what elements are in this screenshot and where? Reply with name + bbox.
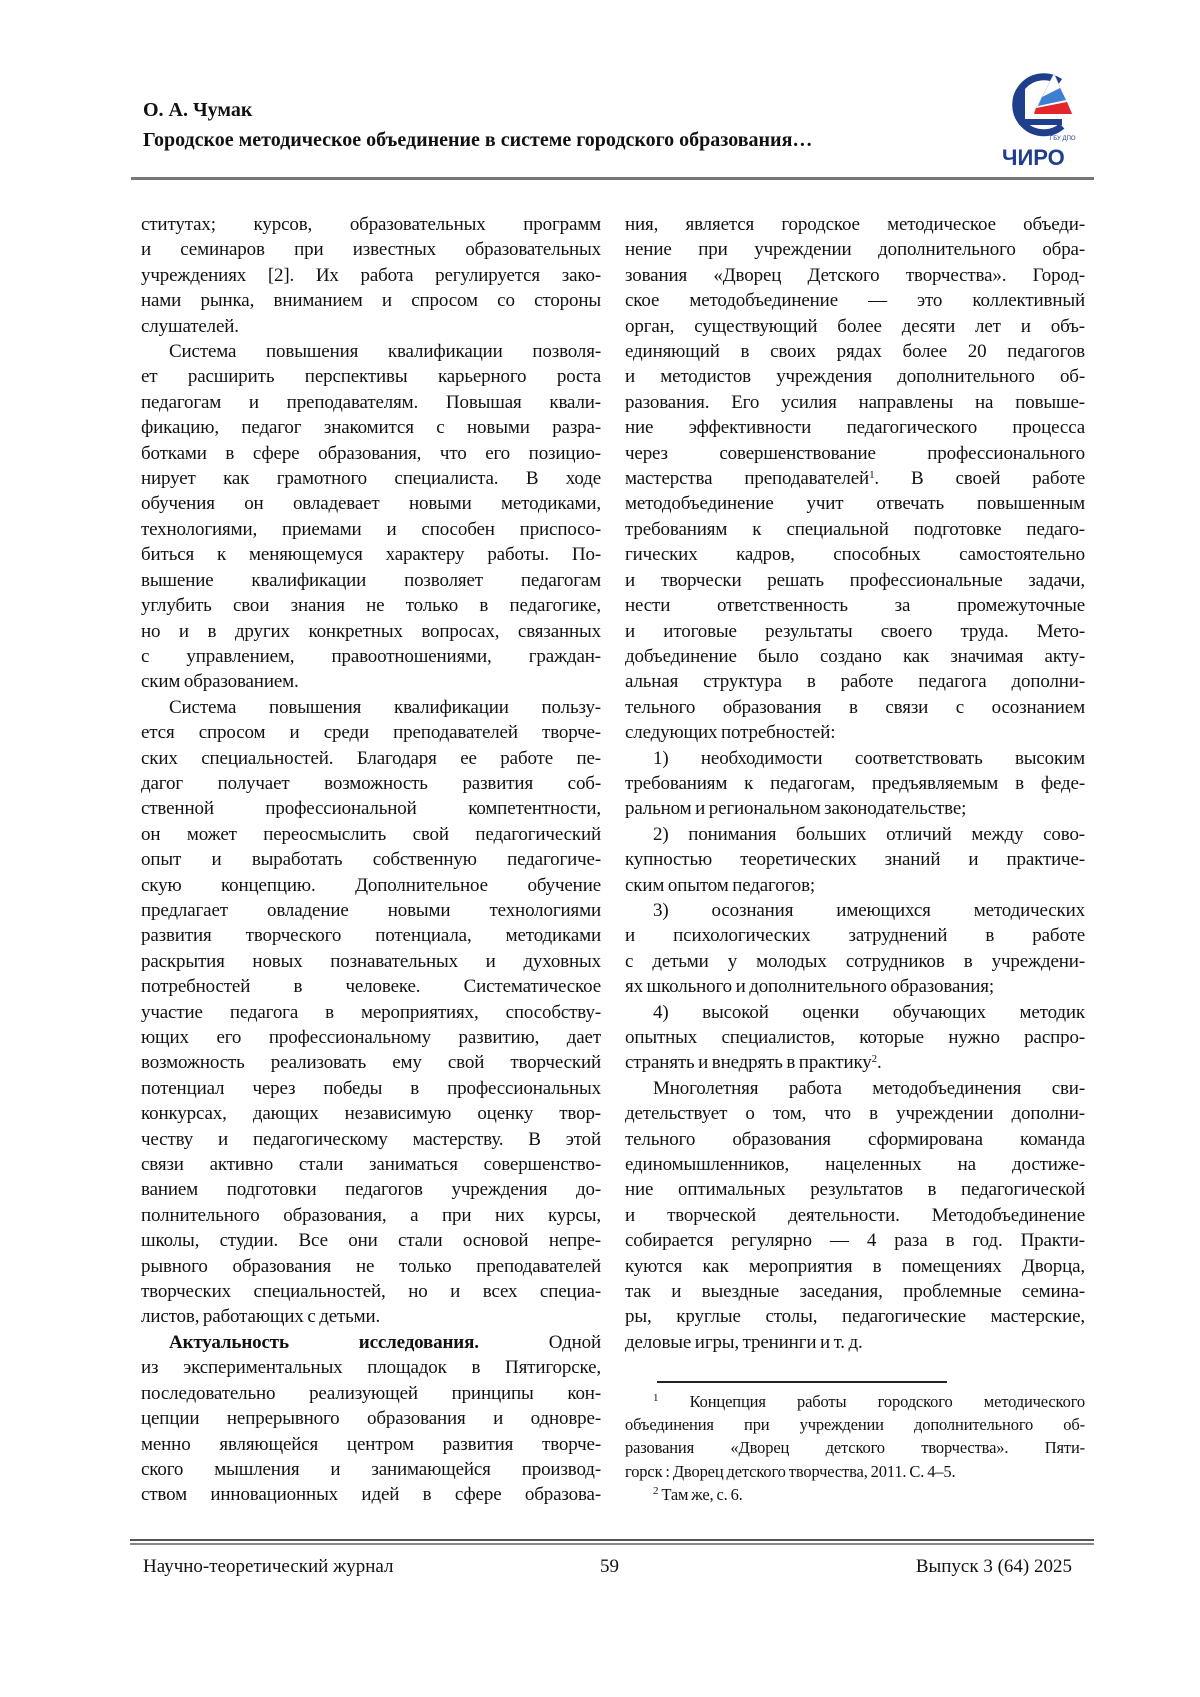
text-line: школы, студии. Все они стали основой непре- <box>141 1228 601 1253</box>
text-line: менно являющейся центром развития творче- <box>141 1432 601 1457</box>
text-line: купностью теоретических знаний и практиче- <box>625 847 1085 872</box>
logo-subtext: ГБУ ДПО <box>1050 136 1076 142</box>
footnote-reference: 1 <box>869 469 874 481</box>
text-line: тельного образования в связи с осознанием <box>625 695 1085 720</box>
text-line: Система повышения квалификации позволя- <box>141 339 601 364</box>
chiro-logo <box>1000 60 1120 180</box>
footnote-line: объединения при учреждении дополнительного об- <box>625 1413 1085 1436</box>
footnote-reference: 2 <box>653 1485 658 1497</box>
running-title: Городское методическое объединение в системе городского образования… <box>143 128 812 152</box>
text-line: и методистов учреждения дополнительного об- <box>625 364 1085 389</box>
text-line: фикацию, педагог знакомится с новыми разра- <box>141 415 601 440</box>
text-line: единомышленников, нацеленных на достиже- <box>625 1152 1085 1177</box>
text-line: зования «Дворец Детского творчества». Город- <box>625 263 1085 288</box>
text-line: опытных специалистов, которые нужно распро- <box>625 1025 1085 1050</box>
header-rule <box>131 177 1094 180</box>
text-segment: Одной <box>479 1332 601 1353</box>
text-line: углубить свои знания не только в педагогике, <box>141 593 601 618</box>
text-line: собирается регулярно — 4 раза в год. Практи- <box>625 1228 1085 1253</box>
text-line: потенциал через победы в профессиональных <box>141 1076 601 1101</box>
text-line: потребностей в человеке. Систематическое <box>141 974 601 999</box>
text-line: 4) высокой оценки обучающих методик <box>625 1000 1085 1025</box>
text-line: гических кадров, способных самостоятельно <box>625 542 1085 567</box>
logo-text: ЧИРО <box>1002 145 1065 170</box>
text-line: полнительного образования, а при них курсы, <box>141 1203 601 1228</box>
text-line: орган, существующий более десяти лет и объ- <box>625 314 1085 339</box>
text-line: ским опытом педагогов; <box>625 873 1085 898</box>
text-line: творческих специальностей, но и всех специа- <box>141 1279 601 1304</box>
text-line <box>141 1330 601 1355</box>
text-line: добъединение было создано как значимая акту- <box>625 644 1085 669</box>
text-line: ством инновационных идей в сфере образова- <box>141 1482 601 1507</box>
text-line: ского мышления и занимающейся производ- <box>141 1457 601 1482</box>
text-line: ях школьного и дополнительного образования; <box>625 974 1085 999</box>
text-line: он может переосмыслить свой педагогический <box>141 822 601 847</box>
text-line: последовательно реализующей принципы кон- <box>141 1381 601 1406</box>
text-line: опыт и выработать собственную педагогиче- <box>141 847 601 872</box>
text-line: альная структура в работе педагога дополни- <box>625 669 1085 694</box>
text-line <box>625 466 1085 491</box>
text-line: конкурсах, дающих независимую оценку твор- <box>141 1101 601 1126</box>
text-line: и творчески решать профессиональные задачи, <box>625 568 1085 593</box>
footnote-reference: 2 <box>872 1053 877 1065</box>
text-line: ское методобъединение — это коллективный <box>625 288 1085 313</box>
text-line: 1) необходимости соответствовать высоким <box>625 746 1085 771</box>
text-line: и психологических затруднений в работе <box>625 923 1085 948</box>
footnote-line: разования «Дворец детского творчества». Пяти- <box>625 1436 1085 1459</box>
text-line: ванием подготовки педагогов учреждения до- <box>141 1177 601 1202</box>
page-number: 59 <box>600 1555 619 1579</box>
text-line: детельствует о том, что в учреждении дополни- <box>625 1101 1085 1126</box>
text-line: через совершенствование профессионального <box>625 441 1085 466</box>
text-line: с управлением, правоотношениями, граждан- <box>141 644 601 669</box>
text-line: ние эффективности педагогического процесса <box>625 415 1085 440</box>
text-line: ских специальностей. Благодаря ее работе пе- <box>141 746 601 771</box>
text-line: ется спросом и среди преподавателей творче- <box>141 720 601 745</box>
footer-rule <box>130 1539 1094 1541</box>
footnote-line: горск : Дворец детского творчества, 2011. С. 4–5. <box>625 1460 1085 1483</box>
left-column <box>141 212 601 1508</box>
text-line: с детьми у молодых сотрудников в учреждени- <box>625 949 1085 974</box>
text-line: Многолетняя работа методобъединения сви- <box>625 1076 1085 1101</box>
text-line: разования. Его усилия направлены на повыше- <box>625 390 1085 415</box>
footnote-line <box>625 1483 1085 1506</box>
text-segment: странять и внедрять в практику <box>625 1052 872 1073</box>
text-line: деловые игры, тренинги и т. д. <box>625 1330 1085 1355</box>
footnote-line <box>625 1390 1085 1413</box>
footnote-separator <box>657 1381 947 1383</box>
text-line: следующих потребностей: <box>625 720 1085 745</box>
text-line <box>625 1050 1085 1075</box>
text-line: из экспериментальных площадок в Пятигорске, <box>141 1355 601 1380</box>
text-line: технологиями, приемами и способен приспосо- <box>141 517 601 542</box>
right-column <box>625 212 1085 1355</box>
text-line: и семинаров при известных образовательных <box>141 237 601 262</box>
text-line: цепции непрерывного образования и одновре- <box>141 1406 601 1431</box>
text-line: требованиям к специальной подготовке педаго- <box>625 517 1085 542</box>
text-line: нести ответственность за промежуточные <box>625 593 1085 618</box>
text-line: но и в других конкретных вопросах, связанных <box>141 619 601 644</box>
text-line: раскрытия новых познавательных и духовных <box>141 949 601 974</box>
text-line: слушателей. <box>141 314 601 339</box>
text-line: вышение квалификации позволяет педагогам <box>141 568 601 593</box>
footnotes <box>625 1390 1085 1506</box>
text-line: ры, круглые столы, педагогические мастерские, <box>625 1304 1085 1329</box>
text-line: ет расширить перспективы карьерного роста <box>141 364 601 389</box>
text-line: возможность реализовать ему свой творческий <box>141 1050 601 1075</box>
footer-rule-secondary <box>130 1543 1094 1545</box>
text-line: тельного образования сформирована команда <box>625 1127 1085 1152</box>
text-line: 2) понимания больших отличий между сово- <box>625 822 1085 847</box>
text-line: педагогам и преподавателям. Повышая квали- <box>141 390 601 415</box>
text-line: ским образованием. <box>141 669 601 694</box>
text-line: листов, работающих с детьми. <box>141 1304 601 1329</box>
text-line: нирует как грамотного специалиста. В ходе <box>141 466 601 491</box>
text-line: ститутах; курсов, образовательных программ <box>141 212 601 237</box>
text-segment: Концепция работы городского методического <box>658 1392 1085 1411</box>
text-line: ющих его профессиональному развитию, дает <box>141 1025 601 1050</box>
bold-heading: Актуальность исследования. <box>169 1332 479 1353</box>
text-line: Система повышения квалификации пользу- <box>141 695 601 720</box>
text-line: и творческой деятельности. Методобъединение <box>625 1203 1085 1228</box>
text-line: так и выездные заседания, проблемные семина- <box>625 1279 1085 1304</box>
text-line: участие педагога в мероприятиях, способству- <box>141 1000 601 1025</box>
article-author: О. А. Чумак <box>143 98 252 122</box>
text-line: учреждениях [2]. Их работа регулируется зако- <box>141 263 601 288</box>
text-line: куются как мероприятия в помещениях Дворца, <box>625 1254 1085 1279</box>
text-segment: . В своей работе <box>874 468 1085 489</box>
text-line: предлагает овладение новыми технологиями <box>141 898 601 923</box>
text-line: единяющий в своих рядах более 20 педагогов <box>625 339 1085 364</box>
text-line: ние оптимальных результатов в педагогической <box>625 1177 1085 1202</box>
text-line: ральном и региональном законодательстве; <box>625 796 1085 821</box>
text-line: требованиям к педагогам, предъявляемым в феде- <box>625 771 1085 796</box>
text-line: ботками в сфере образования, что его позицио- <box>141 441 601 466</box>
text-line: ния, является городское методическое объеди- <box>625 212 1085 237</box>
text-segment: . <box>877 1052 882 1073</box>
text-line: нение при учреждении дополнительного обра- <box>625 237 1085 262</box>
issue-number: Выпуск 3 (64) 2025 <box>916 1555 1072 1579</box>
text-line: связи активно стали заниматься совершенство- <box>141 1152 601 1177</box>
text-line: нами рынка, вниманием и спросом со стороны <box>141 288 601 313</box>
journal-name: Научно-теоретический журнал <box>143 1555 393 1579</box>
text-segment: Там же, с. 6. <box>658 1485 742 1504</box>
text-line: развития творческого потенциала, методиками <box>141 923 601 948</box>
text-line: методобъединение учит отвечать повышенным <box>625 491 1085 516</box>
text-line: 3) осознания имеющихся методических <box>625 898 1085 923</box>
text-line: честву и педагогическому мастерству. В этой <box>141 1127 601 1152</box>
text-line: ственной профессиональной компетентности, <box>141 796 601 821</box>
text-line: рывного образования не только преподавателей <box>141 1254 601 1279</box>
text-line: скую концепцию. Дополнительное обучение <box>141 873 601 898</box>
footnote-reference: 1 <box>653 1392 658 1404</box>
text-segment: мастерства преподавателей <box>625 468 869 489</box>
text-line: биться к меняющемуся характеру работы. По- <box>141 542 601 567</box>
text-line: обучения он овладевает новыми методиками, <box>141 491 601 516</box>
text-line: дагог получает возможность развития соб- <box>141 771 601 796</box>
text-line: и итоговые результаты своего труда. Мето- <box>625 619 1085 644</box>
